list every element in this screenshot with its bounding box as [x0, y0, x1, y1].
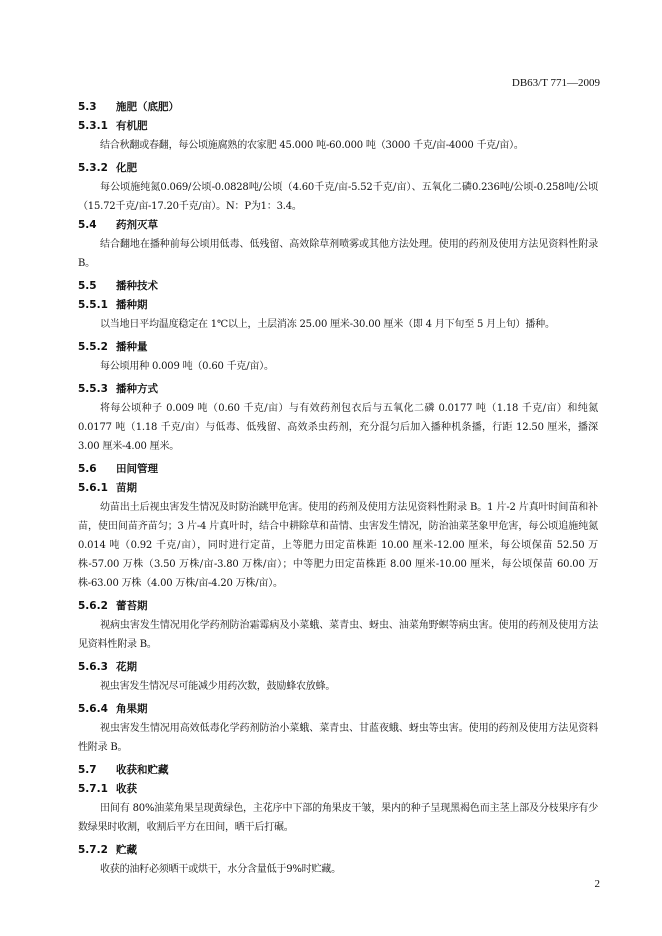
section-paragraph: 视病虫害发生情况用化学药剂防治霜霉病及小菜蛾、菜青虫、蚜虫、油菜角野螟等病虫害。使用的药剂及使用方法见资料性附录 B。 — [78, 620, 598, 650]
section-title: 蕾苔期 — [116, 600, 148, 612]
section-heading — [78, 380, 598, 399]
section-heading — [78, 338, 598, 357]
section-paragraph: 收获的油籽必须晒干或烘干，水分含量低于9%时贮藏。 — [100, 864, 341, 875]
section-number: 5.5 — [78, 280, 97, 292]
standard-code: DB63/T 771—2009 — [511, 77, 600, 89]
section-number: 5.5.3 — [78, 383, 108, 395]
section-number: 5.4 — [78, 219, 97, 231]
section-number: 5.6.2 — [78, 600, 108, 612]
section-number: 5.7 — [78, 764, 97, 776]
section-number: 5.6.3 — [78, 661, 108, 673]
section-paragraph: 视虫害发生情况尽可能减少用药次数，鼓励蜂农放蜂。 — [100, 681, 336, 692]
section-heading — [78, 841, 598, 860]
section-heading — [78, 98, 598, 117]
section-number: 5.7.1 — [78, 783, 108, 795]
section-title: 播种期 — [116, 299, 148, 311]
section-number: 5.3 — [78, 101, 97, 113]
section-number: 5.5.2 — [78, 341, 108, 353]
section-title: 收获和贮藏 — [116, 764, 169, 776]
section-heading — [78, 658, 598, 677]
section-paragraph: 将每公顷种子 0.009 吨（0.60 千克/亩）与有效药剂包衣后与五氧化二磷 0.0177 吨（1.18 千克/亩）和纯氮 0.0177 吨（1.18 千克/亩）与低毒、低残留、高效杀虫药剂，充分混匀后加入播种机条播，行距 12.50 厘米，播深 3.00 厘米-4.00 厘米。 — [78, 403, 598, 452]
section-heading — [78, 479, 598, 498]
section-title: 播种量 — [116, 341, 148, 353]
section-title: 播种技术 — [116, 280, 158, 292]
section-heading — [78, 216, 598, 235]
section-title: 花期 — [116, 661, 137, 673]
section-title: 贮藏 — [116, 844, 137, 856]
section-title: 播种方式 — [116, 383, 158, 395]
section-heading — [78, 761, 598, 780]
section-heading — [78, 277, 598, 296]
section-paragraph: 田间有 80%油菜角果呈现黄绿色，主花序中下部的角果皮干皱，果内的种子呈现黑褐色而主茎上部及分枝果序有少数绿果时收割，收割后平方在田间，晒干后打碾。 — [78, 803, 598, 833]
section-heading — [78, 117, 598, 136]
section-title: 有机肥 — [116, 120, 148, 132]
page-number: 2 — [594, 878, 600, 890]
section-heading — [78, 296, 598, 315]
section-title: 角果期 — [116, 703, 148, 715]
section-number: 5.7.2 — [78, 844, 108, 856]
section-number: 5.6.1 — [78, 482, 108, 494]
section-heading — [78, 700, 598, 719]
section-paragraph: 视虫害发生情况用高效低毒化学药剂防治小菜蛾、菜青虫、甘蓝夜蛾、蚜虫等虫害。使用的药剂及使用方法见资料性附录 B。 — [78, 723, 598, 753]
section-paragraph: 幼苗出土后视虫害发生情况及时防治跳甲危害。使用的药剂及使用方法见资料性附录 B。1 片-2 片真叶时间苗和补苗，使田间苗齐苗匀；3 片-4 片真叶时，结合中耕除草和苗情、虫害发生情况，防治油菜茎象甲危害，每公顷追施纯氮 0.014 吨（0.92 千克/亩），同时进行定苗，上等肥力田定苗株距 10.00 厘米-12.00 厘米，每公顷保苗 52.50 万株-57.00 万株（3.50 万株/亩-3.80 万株/亩）；中等肥力田定苗株距 8.00 厘米-10.00 厘米，每公顷保苗 60.00 万株-63.00 万株（4.00 万株/亩-4.20 万株/亩）。 — [78, 502, 598, 589]
section-paragraph: 结合秋翻或春翻，每公顷施腐熟的农家肥 45.000 吨-60.000 吨（3000 千克/亩-4000 千克/亩）。 — [100, 140, 524, 151]
section-title: 药剂灭草 — [116, 219, 158, 231]
document-body — [78, 98, 598, 879]
section-paragraph: 每公顷用种 0.009 吨（0.60 千克/亩）。 — [100, 361, 274, 372]
section-number: 5.6.4 — [78, 703, 108, 715]
section-number: 5.3.2 — [78, 162, 108, 174]
section-title: 收获 — [116, 783, 137, 795]
section-number: 5.5.1 — [78, 299, 108, 311]
section-number: 5.3.1 — [78, 120, 108, 132]
section-heading — [78, 460, 598, 479]
section-paragraph: 结合翻地在播种前每公顷用低毒、低残留、高效除草剂喷雾或其他方法处理。使用的药剂及使用方法见资料性附录 B。 — [78, 239, 598, 269]
section-number: 5.6 — [78, 463, 97, 475]
section-title: 化肥 — [116, 162, 137, 174]
section-heading — [78, 780, 598, 799]
section-paragraph: 以当地日平均温度稳定在 1℃以上，土层消冻 25.00 厘米-30.00 厘米（即 4 月下旬至 5 月上旬）播种。 — [100, 319, 555, 330]
section-heading — [78, 597, 598, 616]
section-title: 田间管理 — [116, 463, 158, 475]
section-paragraph: 每公顷施纯氮0.069/公顷-0.0828吨/公顷（4.60千克/亩-5.52千克/亩）、五氧化二磷0.236吨/公顷-0.258吨/公顷（15.72千克/亩-17.20千克/亩）。N：P为1：3.4。 — [78, 182, 598, 212]
section-title: 施肥（底肥） — [116, 101, 179, 113]
section-title: 苗期 — [116, 482, 137, 494]
section-heading — [78, 159, 598, 178]
